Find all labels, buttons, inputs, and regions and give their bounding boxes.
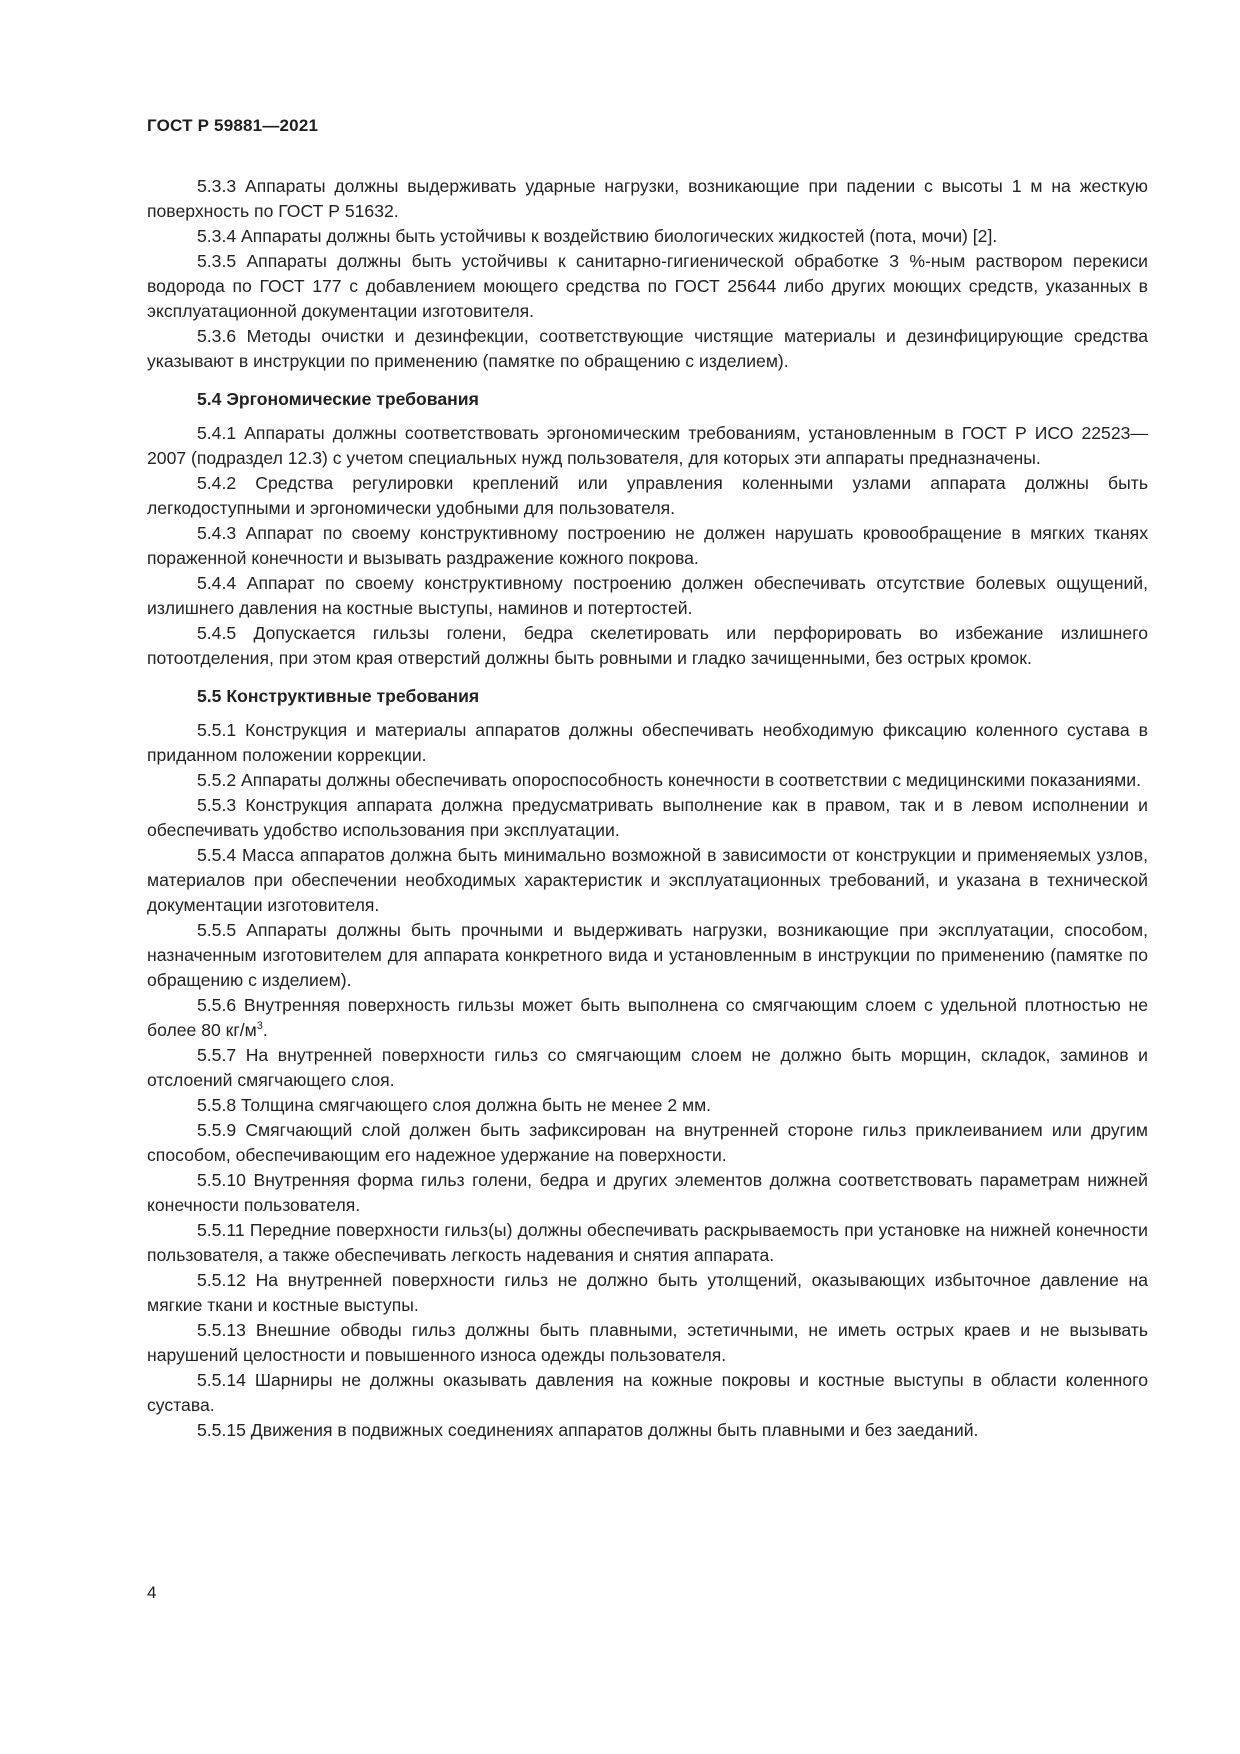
section-heading-5-5: 5.5 Конструктивные требования (197, 686, 480, 706)
paragraph-5-5-9: 5.5.9 Смягчающий слой должен быть зафиксирован на внутренней стороне гильз приклеиванием или другим способом, обеспечивающим его надежное удержание на поверхности. (147, 1120, 1148, 1165)
paragraph-5-5-6 (147, 993, 1148, 1043)
paragraph-5-4-5: 5.4.5 Допускается гильзы голени, бедра скелетировать или перфорировать во избежание излишнего потоотделения, при этом края отверстий должны быть ровными и гладко зачищенными, без острых кромок. (147, 623, 1148, 668)
paragraph-5-5-3: 5.5.3 Конструкция аппарата должна предусматривать выполнение как в правом, так и в левом исполнении и обеспечивать удобство использования при эксплуатации. (147, 795, 1148, 840)
paragraph-5-5-15: 5.5.15 Движения в подвижных соединениях аппаратов должны быть плавными и без заеданий. (197, 1420, 979, 1440)
page-number: 4 (147, 1583, 157, 1602)
paragraph-5-5-13: 5.5.13 Внешние обводы гильз должны быть плавными, эстетичными, не иметь острых краев и не вызывать нарушений целостности и повышенного износа одежды пользователя. (147, 1320, 1148, 1365)
document-body (147, 174, 1148, 1443)
paragraph-5-5-14: 5.5.14 Шарниры не должны оказывать давления на кожные покровы и костные выступы в области коленного сустава. (147, 1370, 1148, 1415)
paragraph-5-5-4: 5.5.4 Масса аппаратов должна быть минимально возможной в зависимости от конструкции и применяемых узлов, материалов при обеспечении необходимых характеристик и эксплуатационных требований, и указана в технической документации изготовителя. (147, 845, 1148, 915)
paragraph-5-5-7: 5.5.7 На внутренней поверхности гильз со смягчающим слоем не должно быть морщин, складок, заминов и отслоений смягчающего слоя. (147, 1045, 1148, 1090)
section-heading-5-4: 5.4 Эргономические требования (197, 389, 479, 409)
paragraph-5-5-2: 5.5.2 Аппараты должны обеспечивать опороспособность конечности в соответствии с медицинскими показаниями. (197, 770, 1141, 790)
paragraph-5-5-6-end: . (262, 1020, 268, 1040)
paragraph-5-4-2: 5.4.2 Средства регулировки креплений или управления коленными узлами аппарата должны быть легкодоступными и эргономически удобными для пользователя. (147, 473, 1148, 518)
paragraph-5-5-10: 5.5.10 Внутренняя форма гильз голени, бедра и других элементов должна соответствовать параметрам нижней конечности пользователя. (147, 1170, 1148, 1215)
paragraph-5-5-1: 5.5.1 Конструкция и материалы аппаратов должны обеспечивать необходимую фиксацию коленного сустава в приданном положении коррекции. (147, 720, 1148, 765)
paragraph-5-5-11: 5.5.11 Передние поверхности гильз(ы) должны обеспечивать раскрываемость при установке на нижней конечности пользователя, а также обеспечивать легкость надевания и снятия аппарата. (147, 1220, 1148, 1265)
document-header: ГОСТ Р 59881—2021 (147, 116, 319, 135)
paragraph-5-5-8: 5.5.8 Толщина смягчающего слоя должна быть не менее 2 мм. (197, 1095, 712, 1115)
paragraph-5-5-12: 5.5.12 На внутренней поверхности гильз не должно быть утолщений, оказывающих избыточное давление на мягкие ткани и костные выступы. (147, 1270, 1148, 1315)
paragraph-5-4-3: 5.4.3 Аппарат по своему конструктивному построению не должен нарушать кровообращение в мягких тканях пораженной конечности и вызывать раздражение кожного покрова. (147, 523, 1148, 568)
paragraph-5-4-4: 5.4.4 Аппарат по своему конструктивному построению должен обеспечивать отсутствие болевых ощущений, излишнего давления на костные выступы, наминов и потертостей. (147, 573, 1148, 618)
paragraph-5-3-6: 5.3.6 Методы очистки и дезинфекции, соответствующие чистящие материалы и дезинфицирующие средства указывают в инструкции по применению (памятке по обращению с изделием). (147, 326, 1148, 371)
paragraph-5-4-1: 5.4.1 Аппараты должны соответствовать эргономическим требованиям, установленным в ГОСТ Р ИСО 22523—2007 (подраздел 12.3) с учетом специальных нужд пользователя, для которых эти аппараты предназначены. (147, 423, 1148, 468)
paragraph-5-5-6-text: 5.5.6 Внутренняя поверхность гильзы может быть выполнена со смягчающим слоем с удельной плотностью не более 80 кг/м (147, 995, 1148, 1040)
paragraph-5-5-5: 5.5.5 Аппараты должны быть прочными и выдерживать нагрузки, возникающие при эксплуатации, способом, назначенным изготовителем для аппарата конкретного вида и установленным в инструкции по применению (памятке по обращению с изделием). (147, 920, 1148, 990)
paragraph-5-3-4: 5.3.4 Аппараты должны быть устойчивы к воздействию биологических жидкостей (пота, мочи) [2]. (197, 226, 998, 246)
superscript-cube: 3 (256, 1020, 263, 1033)
paragraph-5-3-5: 5.3.5 Аппараты должны быть устойчивы к санитарно-гигиенической обработке 3 %-ным раствором перекиси водорода по ГОСТ 177 с добавлением моющего средства по ГОСТ 25644 либо других моющих средств, указанных в эксплуатационной документации изготовителя. (147, 251, 1148, 321)
paragraph-5-3-3: 5.3.3 Аппараты должны выдерживать ударные нагрузки, возникающие при падении с высоты 1 м на жесткую поверхность по ГОСТ Р 51632. (147, 176, 1148, 221)
